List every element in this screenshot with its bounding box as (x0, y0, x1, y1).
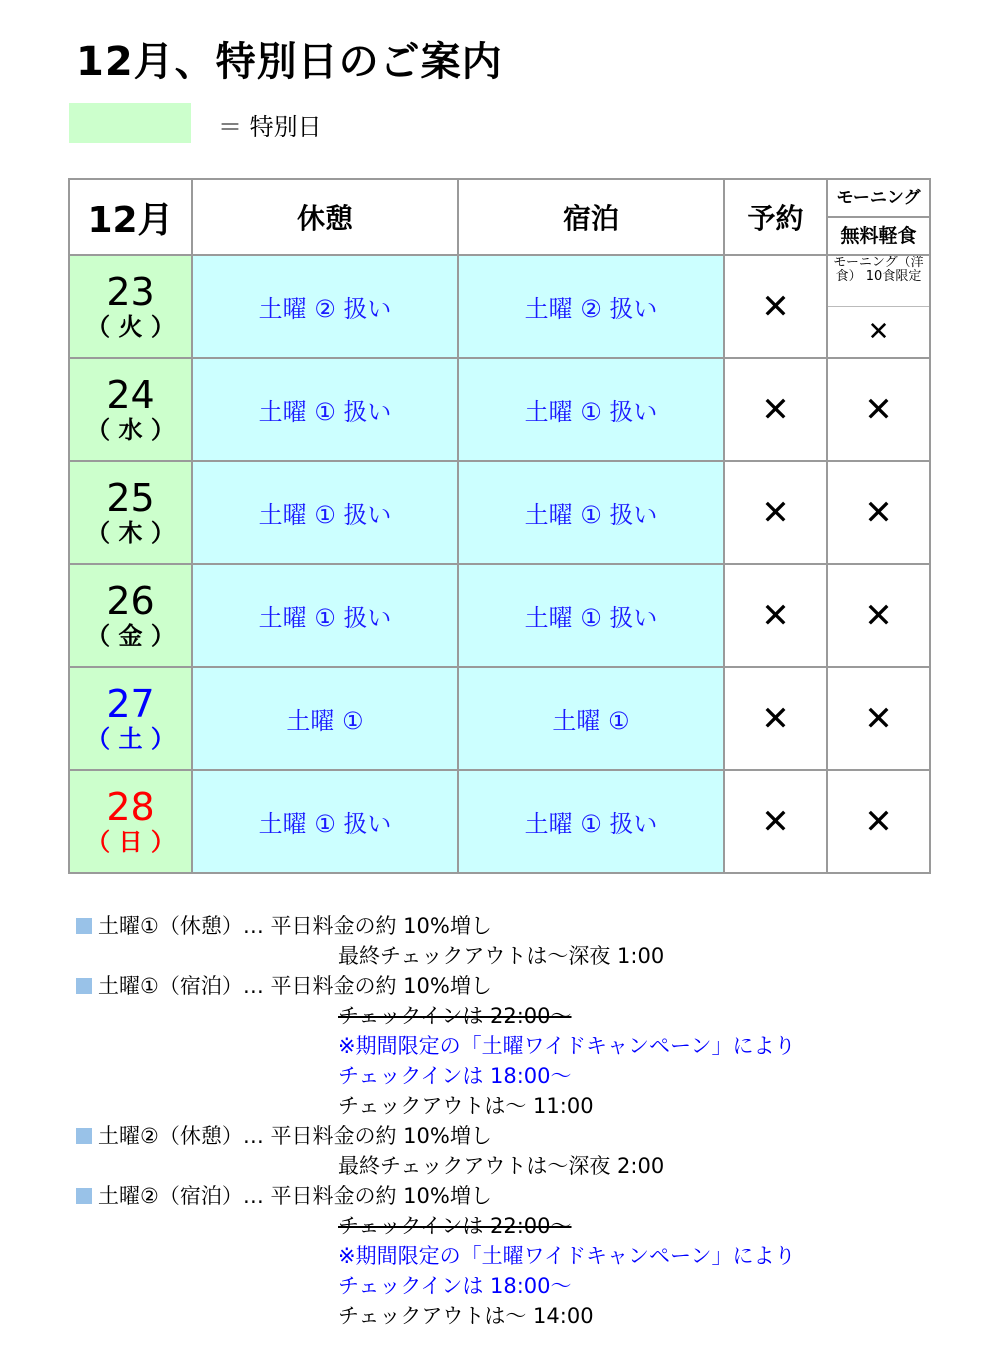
header-rest: 休憩 (192, 179, 458, 255)
table-row (69, 358, 930, 461)
stay-cell: 土曜 ① 扱い (458, 770, 724, 873)
header-reservation: 予約 (724, 179, 827, 255)
day-number: 26 (106, 578, 155, 623)
rest-cell: 土曜 ① (192, 667, 458, 770)
note-checkout: チェックアウトは～ 11:00 (338, 1094, 594, 1118)
stay-cell: 土曜 ① 扱い (458, 461, 724, 564)
rest-cell: 土曜 ① 扱い (192, 358, 458, 461)
reservation-cell: ✕ (724, 564, 827, 667)
table-row (69, 667, 930, 770)
note-campaign: ※期間限定の「土曜ワイドキャンペーン」により (338, 1244, 796, 1268)
morning-cell: ✕ (827, 770, 930, 873)
date-cell (69, 255, 192, 358)
page-title: 12月、特別日のご案内 (76, 39, 503, 85)
note-checkout: チェックアウトは～ 14:00 (338, 1304, 594, 1328)
weekday: （ 水 ） (86, 415, 175, 444)
bullet-square-icon (76, 918, 92, 934)
reservation-cell: ✕ (724, 667, 827, 770)
note-text: 最終チェックアウトは～深夜 2:00 (338, 1154, 665, 1178)
morning-cell: ✕ (827, 461, 930, 564)
weekday: （ 日 ） (86, 827, 175, 856)
legend-swatch (69, 103, 191, 143)
reservation-cell: ✕ (724, 255, 827, 358)
table-row (69, 564, 930, 667)
note-old-checkin: チェックインは 22:00～ (338, 1214, 572, 1238)
weekday: （ 火 ） (86, 312, 175, 341)
day-number: 24 (106, 372, 155, 417)
rest-cell: 土曜 ① 扱い (192, 461, 458, 564)
bullet-square-icon (76, 978, 92, 994)
legend-text: ＝ 特別日 (218, 113, 322, 141)
note-heading: 土曜①（休憩）… 平日料金の約 10%増し (98, 914, 492, 938)
date-cell (69, 461, 192, 564)
reservation-cell: ✕ (724, 461, 827, 564)
day-number: 27 (106, 681, 155, 726)
weekday: （ 土 ） (86, 724, 175, 753)
morning-cell: ✕ (827, 564, 930, 667)
note-saturday1-stay (76, 970, 492, 1000)
morning-cell (827, 255, 930, 358)
bullet-square-icon (76, 1128, 92, 1144)
stay-cell: 土曜 ① 扱い (458, 358, 724, 461)
note-new-checkin: チェックインは 18:00～ (338, 1274, 572, 1298)
note-heading: 土曜②（休憩）… 平日料金の約 10%増し (98, 1124, 492, 1148)
weekday: （ 木 ） (86, 518, 175, 547)
table-header-row (69, 179, 930, 255)
date-cell (69, 564, 192, 667)
note-heading: 土曜①（宿泊）… 平日料金の約 10%増し (98, 974, 492, 998)
morning-cell: ✕ (827, 667, 930, 770)
day-number: 23 (106, 269, 155, 314)
day-number: 28 (106, 784, 155, 829)
reservation-cell: ✕ (724, 358, 827, 461)
weekday: （ 金 ） (86, 621, 175, 650)
note-saturday2-rest (76, 1120, 492, 1150)
rest-cell: 土曜 ① 扱い (192, 770, 458, 873)
morning-cell: ✕ (827, 358, 930, 461)
special-days-table (68, 178, 931, 874)
rest-cell: 土曜 ① 扱い (192, 564, 458, 667)
reservation-cell: ✕ (724, 770, 827, 873)
note-old-checkin: チェックインは 22:00～ (338, 1004, 572, 1028)
bullet-square-icon (76, 1188, 92, 1204)
morning-note: モーニング（洋食） 10食限定 (828, 256, 929, 307)
note-saturday2-stay (76, 1180, 492, 1210)
note-heading: 土曜②（宿泊）… 平日料金の約 10%増し (98, 1184, 492, 1208)
date-cell (69, 358, 192, 461)
header-month: 12月 (69, 179, 192, 255)
stay-cell: 土曜 ② 扱い (458, 255, 724, 358)
day-number: 25 (106, 475, 155, 520)
date-cell (69, 667, 192, 770)
note-campaign: ※期間限定の「土曜ワイドキャンペーン」により (338, 1034, 796, 1058)
header-morning (827, 179, 930, 255)
note-saturday1-rest (76, 910, 492, 940)
table-row (69, 461, 930, 564)
morning-mark: ✕ (867, 317, 890, 347)
header-morning-bottom: 無料軽食 (840, 225, 917, 247)
header-stay: 宿泊 (458, 179, 724, 255)
stay-cell: 土曜 ① 扱い (458, 564, 724, 667)
table-row (69, 770, 930, 873)
note-new-checkin: チェックインは 18:00～ (338, 1064, 572, 1088)
rest-cell: 土曜 ② 扱い (192, 255, 458, 358)
note-text: 最終チェックアウトは～深夜 1:00 (338, 944, 665, 968)
header-morning-top: モーニング (828, 180, 929, 218)
date-cell (69, 770, 192, 873)
table-row (69, 255, 930, 358)
stay-cell: 土曜 ① (458, 667, 724, 770)
